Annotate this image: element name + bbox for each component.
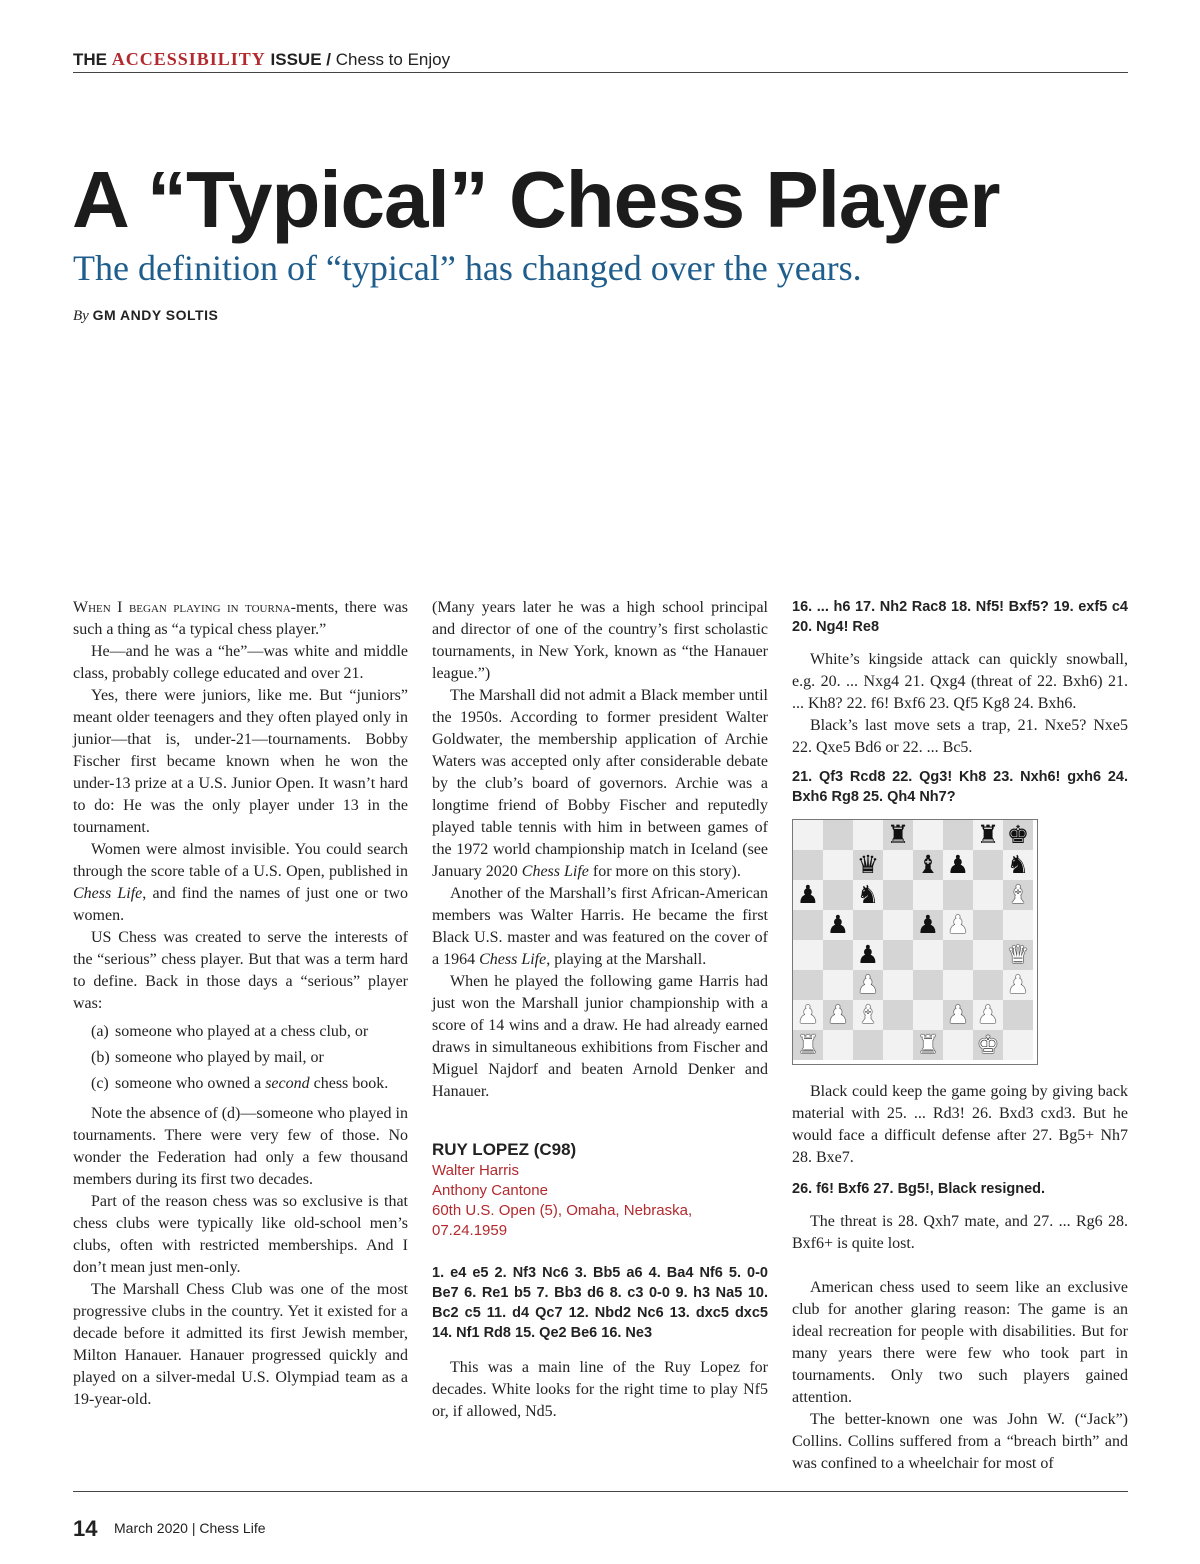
paragraph: He—and he was a “he”—was white and middle class, probably college educated and over 21. — [73, 643, 408, 682]
white-pawn-icon: ♟ — [856, 970, 880, 999]
board-square — [973, 820, 1003, 850]
text: ments, there was such a thing as “a typical chess player.” — [73, 599, 408, 638]
game-moves: 21. Qf3 Rcd8 22. Qg3! Kh8 23. Nxh6! gxh6 24. Bxh6 Rg8 25. Qh4 Nh7? — [792, 769, 1128, 805]
board-square — [943, 880, 973, 910]
paragraph — [73, 597, 408, 641]
board-square — [793, 820, 823, 850]
board-square — [793, 1030, 823, 1060]
board-square — [793, 1000, 823, 1030]
black-pawn-icon: ♟ — [916, 910, 940, 939]
game-white-player: Walter Harris — [432, 1162, 519, 1179]
white-bishop-icon: ♝ — [1006, 880, 1030, 909]
board-square — [973, 970, 1003, 1000]
board-square — [913, 1030, 943, 1060]
board-square — [973, 910, 1003, 940]
list-label: (b) — [91, 1049, 110, 1066]
board-square — [823, 880, 853, 910]
paragraph: This was a main line of the Ruy Lopez for decades. White looks for the right time to play Nf5 or, if allowed, Nd5. — [432, 1359, 768, 1420]
board-square — [823, 1030, 853, 1060]
board-square — [913, 970, 943, 1000]
paragraph: The threat is 28. Qxh7 mate, and 27. ... Rg6 28. Bxf6+ is quite lost. — [792, 1213, 1128, 1252]
game-black-player: Anthony Cantone — [432, 1182, 548, 1199]
white-pawn-icon: ♟ — [1006, 970, 1030, 999]
white-queen-icon: ♛ — [1006, 940, 1030, 969]
text: , playing at the Marshall. — [546, 951, 707, 968]
board-square — [793, 970, 823, 1000]
black-bishop-icon: ♝ — [916, 850, 940, 879]
board-square — [793, 880, 823, 910]
board-square — [883, 940, 913, 970]
game-event: 60th U.S. Open (5), Omaha, Nebraska, 07.24.1959 — [432, 1202, 693, 1239]
white-pawn-icon: ♟ — [946, 1000, 970, 1029]
text: for more on this story). — [588, 863, 741, 880]
page-number: 14 — [73, 1516, 98, 1541]
board-square — [973, 1030, 1003, 1060]
board-square — [913, 1000, 943, 1030]
white-bishop-icon: ♝ — [856, 1000, 880, 1029]
paragraph — [432, 685, 768, 883]
board-square — [943, 970, 973, 1000]
article-title: A “Typical” Chess Player — [72, 155, 1000, 244]
black-king-icon: ♚ — [1006, 820, 1030, 849]
header-issue: ISSUE — [270, 50, 322, 69]
list-label: (c) — [91, 1075, 109, 1092]
board-square — [883, 820, 913, 850]
serious-player-list — [73, 1021, 408, 1095]
board-square — [853, 910, 883, 940]
black-rook-icon: ♜ — [886, 820, 910, 849]
header-slash: / — [326, 50, 332, 69]
board-square — [853, 850, 883, 880]
board-square — [883, 1030, 913, 1060]
board-square — [883, 910, 913, 940]
game-moves: 1. e4 e5 2. Nf3 Nc6 3. Bb5 a6 4. Ba4 Nf6 5. 0-0 Be7 6. Re1 b5 7. Bb3 d6 8. c3 0-0 9. h3 Na5 10. Bc2 c5 11. d4 Qc7 12. Nbd2 Nc6 13. dxc5 dxc5 14. Nf1 Rd8 15. Qe2 Be6 16. Ne3 — [432, 1265, 768, 1341]
paragraph: Note the absence of (d)—someone who played in tournaments. There were very few of those. No wonder the Federation had only a few thousand members during its first two decades. — [73, 1105, 408, 1188]
text: The Marshall did not admit a Black member until the 1950s. According to former president Walter Goldwater, the membership application of Archie Waters was accepted only after considerable debate by the club’s board of governors. Archie was a longtime friend of Bobby Fischer and reputedly played table tennis with him in between games of the 1972 world championship match in Iceland (see January 2020 — [432, 687, 768, 880]
header-accessibility: ACCESSIBILITY — [111, 49, 266, 69]
text: chess book. — [309, 1075, 389, 1092]
paragraph: When he played the following game Harris had just won the Marshall junior championship with a score of 14 wins and a draw. He had already earned draws in simultaneous exhibitions from Fischer and Miguel Najdorf and beaten Arnold Denker and Hanauer. — [432, 973, 768, 1100]
italic-text: second — [265, 1075, 310, 1092]
board-square — [1003, 1030, 1033, 1060]
chess-diagram — [792, 819, 1038, 1065]
paragraph: American chess used to seem like an exclusive club for another glaring reason: The game is an ideal recreation for people with disabilities. But for many years there were few who took part in tournaments. Only two such players gained attention. — [792, 1279, 1128, 1406]
board-square — [793, 910, 823, 940]
black-pawn-icon: ♟ — [856, 940, 880, 969]
white-pawn-icon: ♟ — [826, 1000, 850, 1029]
list-item — [73, 1073, 408, 1095]
byline-author: GM ANDY SOLTIS — [92, 307, 219, 323]
board-square — [973, 850, 1003, 880]
header-section: Chess to Enjoy — [335, 50, 451, 69]
board-square — [943, 910, 973, 940]
white-pawn-icon: ♟ — [946, 910, 970, 939]
paragraph: Yes, there were juniors, like me. But “juniors” meant older teenagers and they often played only in junior—that is, under-21—tournaments. Bobby Fischer first became known when he won the under-13 prize at a U.S. Junior Open. It wasn’t hard to do: He was the only player under 13 in the tournament. — [73, 687, 408, 836]
white-king-icon: ♚ — [976, 1030, 1000, 1059]
board-square — [883, 1000, 913, 1030]
list-text: someone who played by mail, or — [115, 1049, 324, 1066]
board-square — [823, 910, 853, 940]
text: Women were almost invisible. You could search through the score table of a U.S. Open, published in — [73, 841, 408, 880]
board-square — [943, 820, 973, 850]
board-square — [853, 820, 883, 850]
white-rook-icon: ♜ — [796, 1030, 820, 1059]
board-square — [823, 940, 853, 970]
board-square — [913, 850, 943, 880]
paragraph — [73, 839, 408, 927]
board-square — [883, 970, 913, 1000]
black-pawn-icon: ♟ — [796, 880, 820, 909]
black-queen-icon: ♛ — [856, 850, 880, 879]
black-knight-icon: ♞ — [856, 880, 880, 909]
board-square — [913, 820, 943, 850]
text: someone who owned a — [115, 1075, 266, 1092]
list-item — [73, 1047, 408, 1069]
board-square — [943, 940, 973, 970]
white-pawn-icon: ♟ — [976, 1000, 1000, 1029]
board-square — [1003, 880, 1033, 910]
paragraph: Black could keep the game going by giving back material with 25. ... Rd3! 26. Bxd3 cxd3. But he would face a difficult defense after 27. Bg5+ Nh7 28. Bxe7. — [792, 1083, 1128, 1166]
paragraph — [432, 883, 768, 971]
white-rook-icon: ♜ — [916, 1030, 940, 1059]
board-square — [883, 880, 913, 910]
italic-text: Chess Life — [73, 885, 143, 902]
white-pawn-icon: ♟ — [796, 1000, 820, 1029]
game-moves: 16. ... h6 17. Nh2 Rac8 18. Nf5! Bxf5? 19. exf5 c4 20. Ng4! Re8 — [792, 599, 1128, 635]
board-square — [1003, 970, 1033, 1000]
board-square — [913, 880, 943, 910]
board-square — [823, 970, 853, 1000]
column-2 — [432, 597, 768, 1423]
italic-text: Chess Life — [521, 863, 589, 880]
board-square — [853, 940, 883, 970]
board-square — [853, 970, 883, 1000]
text: , and find the names of just one or two women. — [73, 885, 409, 924]
column-1 — [73, 597, 408, 1411]
board-square — [793, 850, 823, 880]
board-square — [823, 850, 853, 880]
black-pawn-icon: ♟ — [826, 910, 850, 939]
board-square — [943, 1000, 973, 1030]
board-square — [853, 880, 883, 910]
paragraph: White’s kingside attack can quickly snowball, e.g. 20. ... Nxg4 21. Qxg4 (threat of 22. Bxh6) 21. ... Kh8? 22. f6! Bxf6 23. Qf5 Kg8 24. Bxh6. — [792, 651, 1128, 712]
paragraph: The Marshall Chess Club was one of the most progressive clubs in the country. Yet it existed for a decade before it admitted its first Jewish member, Milton Hanauer. Hanauer progressed quickly and played on a silver-medal U.S. Olympiad team as a 19-year-old. — [73, 1281, 408, 1408]
game-heading: RUY LOPEZ (C98) — [432, 1140, 577, 1159]
board-square — [1003, 940, 1033, 970]
board-square — [973, 940, 1003, 970]
paragraph: US Chess was created to serve the interests of the “serious” chess player. But that was a term hard to define. Back in those days a “serious” player was: — [73, 929, 408, 1012]
board-square — [973, 880, 1003, 910]
list-text — [115, 1073, 408, 1095]
board-square — [1003, 1000, 1033, 1030]
italic-text: Chess Life — [479, 951, 547, 968]
board-square — [913, 910, 943, 940]
byline — [73, 305, 218, 326]
running-header — [73, 48, 1128, 73]
paragraph: (Many years later he was a high school principal and director of one of the country’s first scholastic tournaments, in New York, known as “the Hanauer league.”) — [432, 599, 768, 682]
lead-in: When I began playing in tourna- — [73, 599, 297, 616]
board-square — [1003, 910, 1033, 940]
board-square — [823, 1000, 853, 1030]
black-rook-icon: ♜ — [976, 820, 1000, 849]
paragraph: The better-known one was John W. (“Jack”) Collins. Collins suffered from a “breach birth” and was confined to a wheelchair for most of — [792, 1411, 1128, 1472]
paragraph: Part of the reason chess was so exclusive is that chess clubs were typically like old-school men’s clubs, often with restricted memberships. And I don’t mean just men-only. — [73, 1193, 408, 1276]
footer-info: March 2020 | Chess Life — [114, 1520, 266, 1536]
header-the: THE — [73, 50, 107, 69]
game-moves: 26. f6! Bxf6 27. Bg5!, Black resigned. — [792, 1181, 1046, 1197]
board-square — [823, 820, 853, 850]
list-label: (a) — [91, 1023, 109, 1040]
page-footer — [73, 1491, 1128, 1541]
board-square — [793, 940, 823, 970]
byline-by: By — [73, 308, 89, 324]
board-square — [853, 1000, 883, 1030]
column-3 — [792, 597, 1128, 1475]
board-square — [1003, 850, 1033, 880]
board-square — [943, 1030, 973, 1060]
black-pawn-icon: ♟ — [946, 850, 970, 879]
board-square — [853, 1030, 883, 1060]
board-square — [883, 850, 913, 880]
list-text: someone who played at a chess club, or — [115, 1023, 369, 1040]
list-item — [73, 1021, 408, 1043]
board-square — [973, 1000, 1003, 1030]
paragraph: Black’s last move sets a trap, 21. Nxe5? Nxe5 22. Qxe5 Bd6 or 22. ... Bc5. — [792, 717, 1128, 756]
board-square — [913, 940, 943, 970]
black-knight-icon: ♞ — [1006, 850, 1030, 879]
article-subtitle: The definition of “typical” has changed over the years. — [73, 248, 862, 288]
text: Another of the Marshall’s first African-American members was Walter Harris. He became the first Black U.S. master and was featured on the cover of a 1964 — [432, 885, 768, 968]
board-square — [1003, 820, 1033, 850]
board-square — [943, 850, 973, 880]
